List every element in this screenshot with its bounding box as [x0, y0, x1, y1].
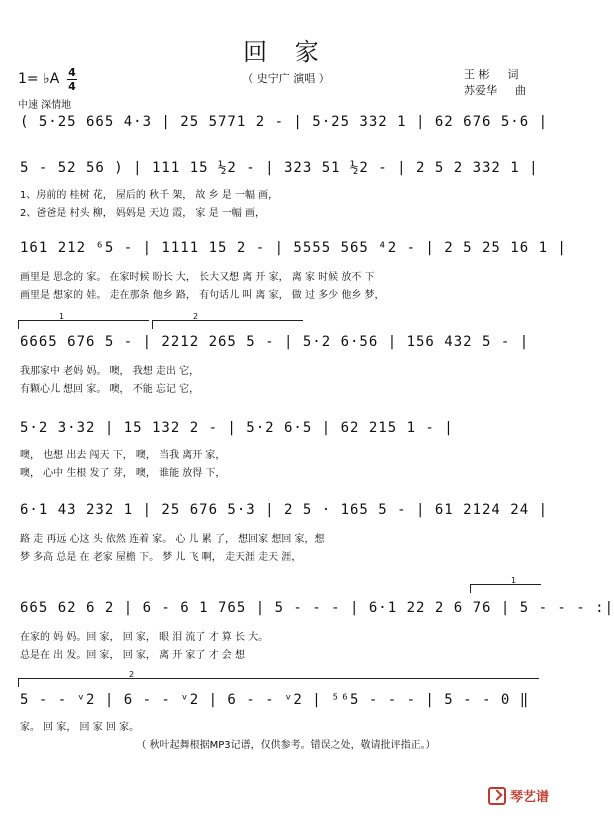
volta-bracket-4	[18, 670, 539, 687]
lyricist-credit	[464, 66, 519, 82]
site-logo[interactable]	[488, 786, 549, 805]
lyric-line-6-verse-1: 路 走 再远 心这 头 依然 连着 家。 心 儿 累 了， 想回家 想回 家，想	[20, 534, 325, 545]
volta-bracket-1	[18, 312, 149, 329]
volta-label: 1	[511, 576, 517, 585]
lyric-line-7-verse-1: 在家的 妈 妈。回 家， 回 家， 眼 泪 流了 才 算 长 大。	[20, 632, 269, 643]
lyricist-role: 词	[507, 68, 519, 81]
lyric-line-3-verse-2: 画里是 想家的 娃。 走在那条 他乡 路， 有句话儿 叫 离 家， 做 过 多少 他乡 梦，	[20, 290, 385, 301]
score-line-5: 5·2 3·32 | 15 132 2 - | 5·2 6·5 | 62 215 1 - |	[20, 420, 454, 436]
score-line-1: ( 5·25 665 4·3 | 25 5771 2 - | 5·25 332 1 | 62 676 5·6 |	[20, 114, 549, 130]
score-line-2: 5 - 52 56 ) | 111 15 ½2 - | 323 51 ½2 - | 2 5 2 332 1 |	[20, 160, 539, 176]
meter-top: 4	[68, 66, 76, 79]
tempo-marking: 中速 深情地	[18, 100, 72, 111]
volta-label: 2	[193, 312, 199, 321]
logo-text: 琴艺谱	[510, 790, 550, 805]
key-signature: 1= ♭A	[18, 71, 60, 87]
volta-bracket-3	[470, 576, 541, 593]
meter-bottom: 4	[68, 80, 76, 93]
lyric-line-5-verse-1: 噢， 也想 出去 闯天 下， 噢， 当我 离开 家，	[20, 450, 226, 461]
lyric-line-6-verse-2: 梦 多高 总是 在 老家 屋檐 下。 梦 儿 飞 啊， 走天涯 走天 涯，	[20, 552, 302, 563]
transcription-note: （ 秋叶起舞根据MP3记谱，仅供参考。错误之处，敬请批评指正。）	[136, 740, 436, 751]
lyric-line-4-verse-2: 有颗心儿 想回 家。 噢， 不能 忘记 它，	[20, 384, 200, 395]
lyric-line-5-verse-2: 噢， 心中 生根 发了 芽， 噢， 谁能 放得 下，	[20, 468, 226, 479]
lyric-line-4-verse-1: 我那家中 老妈 妈。 噢， 我想 走出 它，	[20, 366, 200, 377]
lyric-line-3-verse-1: 画里是 思念的 家。 在家时候 盼长 大， 长大又想 离 开 家， 离 家 时候 放不 下	[20, 272, 375, 283]
lyric-line-2-verse-2: 2、爸爸是 村头 柳， 妈妈是 天边 霞， 家 是 一幅 画，	[20, 208, 265, 219]
time-signature	[67, 67, 77, 92]
composer-credit	[464, 82, 526, 98]
score-line-3: 161 212 ⁶5 - | 1111 15 2 - | 5555 565 ⁴2 - | 2 5 25 16 1 |	[20, 240, 567, 256]
volta-label: 1	[59, 312, 65, 321]
score-line-8: 5 - - ᵛ2 | 6 - - ᵛ2 | 6 - - ᵛ2 | ⁵⁶5 - - - | 5 - - 0 ‖	[20, 692, 530, 708]
score-line-7: 665 62 6 2 | 6 - 6 1 765 | 5 - - - | 6·1 22 2 6 76 | 5 - - - :|	[20, 600, 614, 616]
composer-role: 曲	[515, 84, 526, 97]
volta-bracket-2	[152, 312, 303, 329]
singer-credit: （ 史宁广 演唱 ）	[242, 72, 330, 85]
volta-label: 2	[129, 670, 135, 679]
lyric-line-2-verse-1: 1、房前的 桂树 花， 屋后的 秋千 架， 故 乡 是 一幅 画，	[20, 190, 279, 201]
score-line-6: 6·1 43 232 1 | 25 676 5·3 | 2 5 · 165 5 - | 61 2124 24 |	[20, 502, 549, 518]
page-title: 回 家	[243, 38, 329, 66]
composer-name: 苏爱华	[464, 84, 497, 97]
lyric-line-7-verse-2: 总是在 出 发。回 家， 回 家， 离 开 家了 才 会 想	[20, 650, 245, 661]
lyricist-name: 王 彬	[464, 68, 490, 81]
lyric-line-8: 家。 回 家， 回 家 回 家。	[20, 722, 140, 733]
score-line-4: 6665 676 5 - | 2212 265 5 - | 5·2 6·56 | 156 432 5 - |	[20, 334, 530, 350]
logo-icon	[488, 787, 506, 805]
